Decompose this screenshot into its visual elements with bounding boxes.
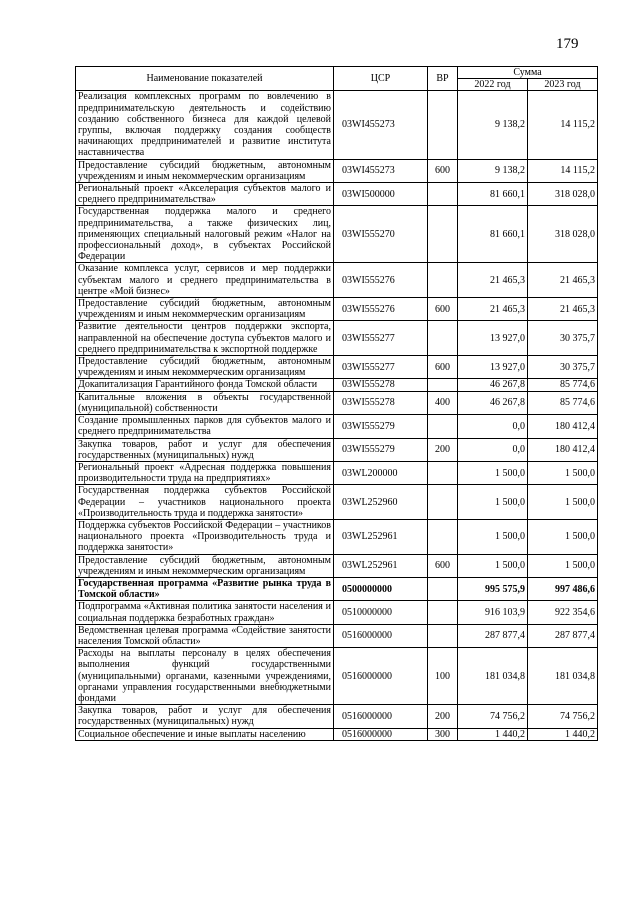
row-csr: 03WI555276 [334, 263, 428, 298]
table-row [76, 159, 598, 182]
row-name: Поддержка субъектов Российской Федерации – участников национального проекта «Производительность труда и поддержка занятости» [76, 519, 334, 554]
row-vr: 600 [428, 356, 458, 379]
row-sum-2022: 81 660,1 [458, 206, 528, 263]
row-csr: 03WL252960 [334, 485, 428, 520]
row-vr [428, 206, 458, 263]
table-row [76, 379, 598, 391]
row-sum-2022: 9 138,2 [458, 91, 528, 159]
row-vr: 300 [428, 728, 458, 740]
row-csr: 03WI455273 [334, 159, 428, 182]
row-csr: 03WI500000 [334, 183, 428, 206]
header-sum: Сумма [458, 67, 598, 79]
table-row [76, 519, 598, 554]
table-row [76, 705, 598, 728]
row-vr [428, 601, 458, 624]
row-csr: 0516000000 [334, 624, 428, 647]
page-number: 179 [556, 36, 579, 52]
row-sum-2022: 74 756,2 [458, 705, 528, 728]
row-vr [428, 577, 458, 600]
row-name: Предоставление субсидий бюджетным, автономным учреждениям и иным некоммерческим организациям [76, 298, 334, 321]
row-vr [428, 183, 458, 206]
table-row [76, 91, 598, 159]
row-sum-2023: 30 375,7 [528, 321, 598, 356]
table-row [76, 298, 598, 321]
row-name: Капитальные вложения в объекты государственной (муниципальной) собственности [76, 391, 334, 414]
row-name: Докапитализация Гарантийного фонда Томской области [76, 379, 334, 391]
row-csr: 0500000000 [334, 577, 428, 600]
row-sum-2023: 30 375,7 [528, 356, 598, 379]
row-sum-2023: 1 500,0 [528, 554, 598, 577]
table-row [76, 554, 598, 577]
row-sum-2023: 14 115,2 [528, 91, 598, 159]
row-sum-2023: 1 500,0 [528, 519, 598, 554]
row-sum-2023: 287 877,4 [528, 624, 598, 647]
row-sum-2022: 1 500,0 [458, 485, 528, 520]
row-sum-2023: 21 465,3 [528, 263, 598, 298]
row-csr: 03WI555278 [334, 391, 428, 414]
row-sum-2022: 0,0 [458, 415, 528, 438]
row-sum-2022: 1 500,0 [458, 461, 528, 484]
row-csr: 03WI555270 [334, 206, 428, 263]
row-csr: 03WI555278 [334, 379, 428, 391]
row-name: Создание промышленных парков для субъектов малого и среднего предпринимательства [76, 415, 334, 438]
row-vr: 400 [428, 391, 458, 414]
row-name: Предоставление субсидий бюджетным, автономным учреждениям и иным некоммерческим организациям [76, 356, 334, 379]
row-sum-2023: 180 412,4 [528, 438, 598, 461]
row-csr: 03WI555279 [334, 415, 428, 438]
row-vr [428, 321, 458, 356]
row-sum-2022: 0,0 [458, 438, 528, 461]
table-row [76, 601, 598, 624]
row-vr [428, 485, 458, 520]
row-sum-2023: 85 774,6 [528, 391, 598, 414]
row-csr: 0516000000 [334, 728, 428, 740]
row-name: Государственная поддержка малого и среднего предпринимательства, а также физических лиц, применяющих специальный налоговый режим «Налог на профессиональный доход», в субъектах Российской Федерации [76, 206, 334, 263]
row-name: Социальное обеспечение и иные выплаты населению [76, 728, 334, 740]
row-sum-2022: 46 267,8 [458, 379, 528, 391]
table-row [76, 485, 598, 520]
row-vr [428, 91, 458, 159]
row-name: Подпрограмма «Активная политика занятости населения и социальная поддержка безработных граждан» [76, 601, 334, 624]
row-name: Реализация комплексных программ по вовлечению в предпринимательскую деятельность и содействию созданию собственного бизнеса для каждой целевой группы, включая поддержку создания сообществ начинающих предпринимателей и развитие института наставничества [76, 91, 334, 159]
row-sum-2022: 995 575,9 [458, 577, 528, 600]
row-sum-2023: 14 115,2 [528, 159, 598, 182]
row-vr: 100 [428, 648, 458, 705]
row-csr: 03WI455273 [334, 91, 428, 159]
table-row [76, 438, 598, 461]
row-name: Оказание комплекса услуг, сервисов и мер поддержки субъектам малого и среднего предпринимательства в центре «Мой бизнес» [76, 263, 334, 298]
row-name: Региональный проект «Адресная поддержка повышения производительности труда на предприятиях» [76, 461, 334, 484]
header-year-2022: 2022 год [458, 79, 528, 91]
row-sum-2022: 1 500,0 [458, 554, 528, 577]
row-sum-2022: 13 927,0 [458, 321, 528, 356]
row-csr: 0516000000 [334, 705, 428, 728]
header-csr: ЦСР [334, 67, 428, 91]
table-row [76, 263, 598, 298]
row-name: Ведомственная целевая программа «Содействие занятости населения Томской области» [76, 624, 334, 647]
row-sum-2022: 13 927,0 [458, 356, 528, 379]
row-csr: 03WI555279 [334, 438, 428, 461]
header-year-2023: 2023 год [528, 79, 598, 91]
row-name: Предоставление субсидий бюджетным, автономным учреждениям и иным некоммерческим организациям [76, 159, 334, 182]
table-row [76, 415, 598, 438]
row-csr: 03WI555277 [334, 356, 428, 379]
row-name: Государственная программа «Развитие рынка труда в Томской области» [76, 577, 334, 600]
row-name: Закупка товаров, работ и услуг для обеспечения государственных (муниципальных) нужд [76, 438, 334, 461]
row-vr: 600 [428, 298, 458, 321]
row-sum-2023: 74 756,2 [528, 705, 598, 728]
table-row [76, 728, 598, 740]
table-row [76, 648, 598, 705]
row-sum-2023: 180 412,4 [528, 415, 598, 438]
row-sum-2023: 997 486,6 [528, 577, 598, 600]
row-sum-2022: 46 267,8 [458, 391, 528, 414]
row-vr [428, 624, 458, 647]
row-sum-2022: 1 440,2 [458, 728, 528, 740]
row-vr [428, 519, 458, 554]
row-csr: 0516000000 [334, 648, 428, 705]
table-row [76, 577, 598, 600]
row-sum-2023: 181 034,8 [528, 648, 598, 705]
row-vr [428, 415, 458, 438]
table-row [76, 321, 598, 356]
table-row [76, 356, 598, 379]
table-row [76, 391, 598, 414]
row-sum-2022: 916 103,9 [458, 601, 528, 624]
row-name: Закупка товаров, работ и услуг для обеспечения государственных (муниципальных) нужд [76, 705, 334, 728]
row-sum-2022: 9 138,2 [458, 159, 528, 182]
row-sum-2022: 81 660,1 [458, 183, 528, 206]
row-vr: 200 [428, 705, 458, 728]
row-sum-2023: 1 500,0 [528, 485, 598, 520]
row-sum-2023: 85 774,6 [528, 379, 598, 391]
row-csr: 03WL200000 [334, 461, 428, 484]
table-row [76, 461, 598, 484]
row-name: Расходы на выплаты персоналу в целях обеспечения выполнения функций государственными (муниципальными) органами, казенными учреждениями, органами управления государственными внебюджетными фондами [76, 648, 334, 705]
row-name: Развитие деятельности центров поддержки экспорта, направленной на обеспечение доступа субъектов малого и среднего предпринимательства к экспортной поддержке [76, 321, 334, 356]
row-sum-2023: 1 440,2 [528, 728, 598, 740]
row-vr: 200 [428, 438, 458, 461]
budget-table [75, 66, 598, 741]
row-sum-2022: 21 465,3 [458, 298, 528, 321]
row-name: Государственная поддержка субъектов Российской Федерации – участников национального проекта «Производительность труда и поддержка занятости» [76, 485, 334, 520]
row-sum-2023: 1 500,0 [528, 461, 598, 484]
row-vr [428, 263, 458, 298]
row-sum-2023: 318 028,0 [528, 206, 598, 263]
table-body [76, 91, 598, 740]
row-vr [428, 461, 458, 484]
row-vr: 600 [428, 554, 458, 577]
row-csr: 03WI555277 [334, 321, 428, 356]
table-row [76, 206, 598, 263]
row-csr: 03WL252961 [334, 519, 428, 554]
table-row [76, 183, 598, 206]
row-sum-2022: 1 500,0 [458, 519, 528, 554]
row-sum-2023: 21 465,3 [528, 298, 598, 321]
row-csr: 03WI555276 [334, 298, 428, 321]
row-sum-2022: 21 465,3 [458, 263, 528, 298]
row-vr: 600 [428, 159, 458, 182]
header-name: Наименование показателей [76, 67, 334, 91]
row-sum-2022: 287 877,4 [458, 624, 528, 647]
row-sum-2023: 922 354,6 [528, 601, 598, 624]
row-sum-2022: 181 034,8 [458, 648, 528, 705]
row-name: Предоставление субсидий бюджетным, автономным учреждениям и иным некоммерческим организациям [76, 554, 334, 577]
row-csr: 0510000000 [334, 601, 428, 624]
row-vr [428, 379, 458, 391]
table-row [76, 624, 598, 647]
row-csr: 03WL252961 [334, 554, 428, 577]
row-name: Региональный проект «Акселерация субъектов малого и среднего предпринимательства» [76, 183, 334, 206]
row-sum-2023: 318 028,0 [528, 183, 598, 206]
header-vr: ВР [428, 67, 458, 91]
